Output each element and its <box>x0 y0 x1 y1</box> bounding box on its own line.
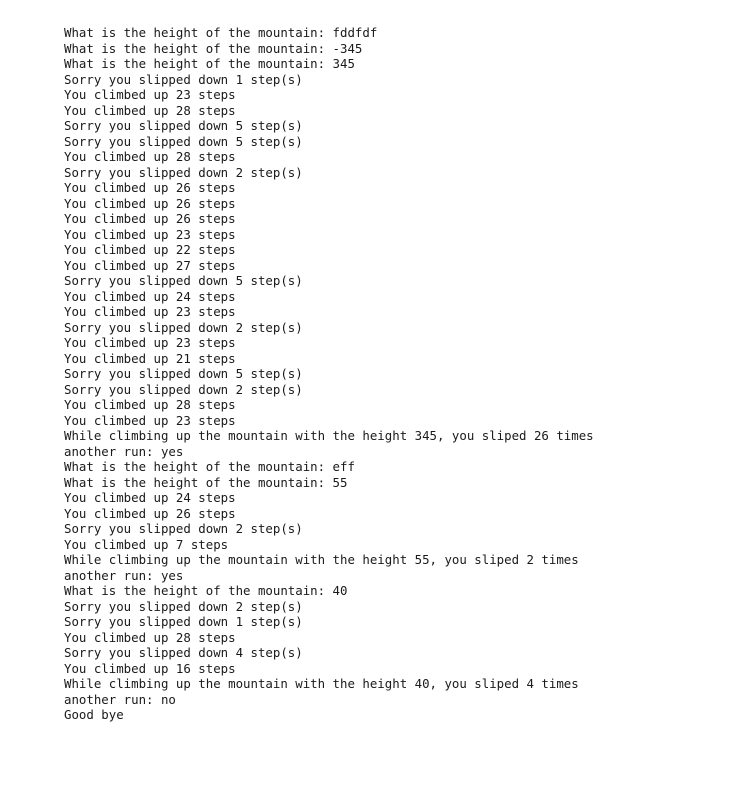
console-line: While climbing up the mountain with the height 345, you sliped 26 times <box>64 428 594 443</box>
console-line: Sorry you slipped down 5 step(s) <box>64 273 303 288</box>
console-line: You climbed up 28 steps <box>64 397 236 412</box>
console-line: What is the height of the mountain: -345 <box>64 40 363 56</box>
console-line: What is the height of the mountain: fddfdf <box>64 25 378 40</box>
console-line: You climbed up 23 steps <box>64 304 236 319</box>
console-line: You climbed up 23 steps <box>64 87 236 102</box>
console-line: Sorry you slipped down 5 step(s) <box>64 118 303 133</box>
console-line: You climbed up 7 steps <box>64 536 229 552</box>
console-line: While climbing up the mountain with the height 55, you sliped 2 times <box>64 552 579 567</box>
console-line: While climbing up the mountain with the height 40, you sliped 4 times <box>64 676 579 691</box>
console-line: You climbed up 24 steps <box>64 490 236 505</box>
console-line: You climbed up 26 steps <box>64 195 236 211</box>
console-line: You climbed up 28 steps <box>64 149 236 164</box>
console-line: Sorry you slipped down 1 step(s) <box>64 614 303 629</box>
console-line: You climbed up 23 steps <box>64 335 236 350</box>
console-line: Sorry you slipped down 2 step(s) <box>64 164 303 180</box>
console-line: another run: yes <box>64 567 184 583</box>
console-line: another run: no <box>64 691 176 707</box>
console-line: You climbed up 27 steps <box>64 257 236 273</box>
console-line: What is the height of the mountain: 40 <box>64 583 348 598</box>
console-line: Sorry you slipped down 5 step(s) <box>64 133 303 149</box>
console-line: Sorry you slipped down 2 step(s) <box>64 521 303 536</box>
console-line: Sorry you slipped down 2 step(s) <box>64 319 303 335</box>
console-line: You climbed up 28 steps <box>64 629 236 645</box>
console-line: You climbed up 16 steps <box>64 660 236 676</box>
console-line: You climbed up 26 steps <box>64 505 236 521</box>
console-line: You climbed up 28 steps <box>64 102 236 118</box>
console-output <box>64 25 724 723</box>
console-line: You climbed up 23 steps <box>64 226 236 242</box>
console-line: You climbed up 26 steps <box>64 211 236 226</box>
console-line: Sorry you slipped down 5 step(s) <box>64 366 303 381</box>
console-line: You climbed up 24 steps <box>64 288 236 304</box>
console-line: You climbed up 23 steps <box>64 412 236 428</box>
console-line: What is the height of the mountain: 345 <box>64 56 355 71</box>
console-line: You climbed up 22 steps <box>64 242 236 257</box>
console-line: Sorry you slipped down 4 step(s) <box>64 645 303 660</box>
console-line: Good bye <box>64 707 124 722</box>
console-line: You climbed up 26 steps <box>64 180 236 195</box>
console-line: What is the height of the mountain: eff <box>64 459 355 474</box>
console-line: What is the height of the mountain: 55 <box>64 474 348 490</box>
console-line: Sorry you slipped down 2 step(s) <box>64 598 303 614</box>
console-line: Sorry you slipped down 2 step(s) <box>64 381 303 397</box>
console-line: You climbed up 21 steps <box>64 350 236 366</box>
console-line: Sorry you slipped down 1 step(s) <box>64 71 303 87</box>
console-line: another run: yes <box>64 443 184 459</box>
